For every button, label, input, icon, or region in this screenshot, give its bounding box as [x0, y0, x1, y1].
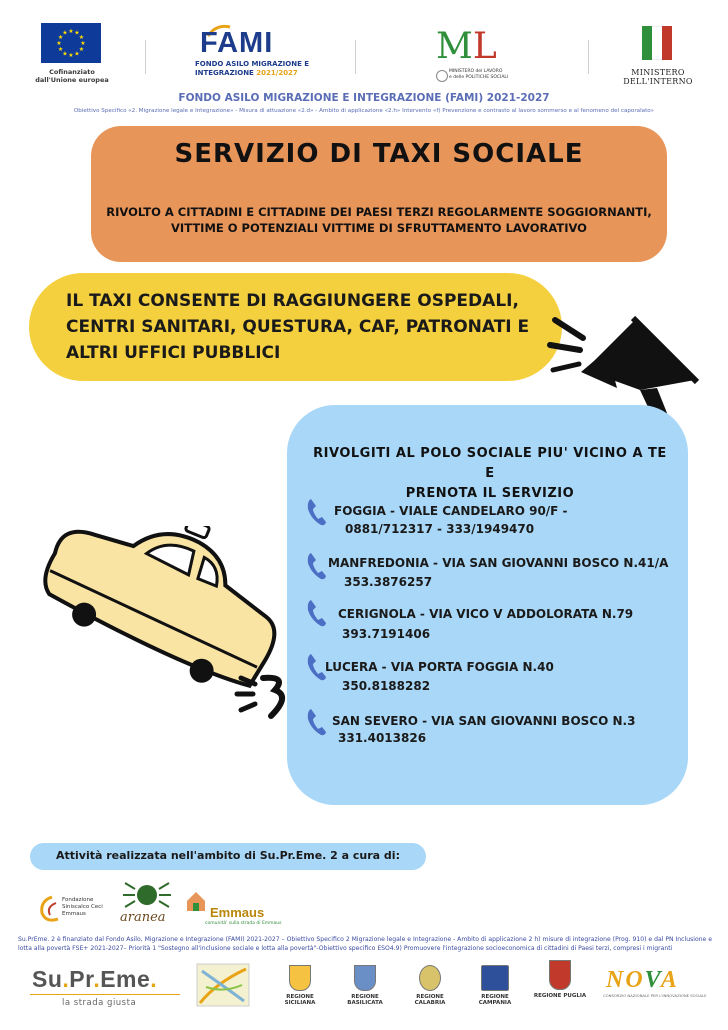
divider [30, 994, 180, 995]
svg-text:★: ★ [74, 29, 80, 37]
phone-icon [305, 598, 327, 628]
svg-text:★: ★ [68, 52, 74, 59]
ministry-interior-caption: MINISTERO DELL'INTERNO [623, 68, 693, 86]
nova-caption: CONSORZIO NAZIONALE PER L'INNOVAZIONE SOCIALE [603, 993, 707, 998]
taxi-icon [15, 526, 295, 726]
republic-emblem-icon [436, 70, 448, 82]
crest-icon [419, 965, 441, 991]
fondazione-caption: Fondazione Siniscalco Ceci Emmaus [62, 897, 103, 917]
crest-icon [354, 965, 376, 991]
contact-address: LUCERA - VIA PORTA FOGGIA N.40 [325, 660, 554, 674]
eu-flag-icon [41, 23, 101, 63]
contact-address: MANFREDONIA - VIA SAN GIOVANNI BOSCO N.41/A [328, 556, 669, 570]
svg-text:★: ★ [80, 40, 86, 47]
italian-flag-icon [642, 26, 672, 60]
contact-address: CERIGNOLA - VIA VICO V ADDOLORATA N.79 [338, 607, 634, 621]
fami-subtitle: FONDO ASILO MIGRAZIONE E [195, 60, 310, 68]
crest-icon [549, 960, 571, 990]
ministry-labour-caption: MINISTERO del LAVORO e delle POLITICHE SOCIALI [449, 69, 509, 80]
contact-address: FOGGIA - VIALE CANDELARO 90/F - [334, 504, 568, 518]
destinations-text: IL TAXI CONSENTE DI RAGGIUNGERE OSPEDALI, CENTRI SANITARI, QUESTURA, CAF, PATRONATI E ALTRI UFFICI PUBBLICI [66, 291, 530, 363]
ministry-labour-logo: ML [436, 26, 497, 67]
svg-text:★: ★ [56, 40, 62, 47]
svg-text:★: ★ [78, 46, 85, 53]
fami-logo: FAMI [200, 27, 274, 59]
fund-subtitle: Obiettivo Specifico «2. Migrazione legale e Integrazione» - Misura di attuazione «2.d» - Ambito di applicazione «2.h» Intervento «f) Prevenzione e contrasto al lavoro sommerso e al fenomeno del caporalato» [73, 108, 655, 114]
contact-phone[interactable]: 331.4013826 [338, 731, 427, 745]
contacts-heading: RIVOLGITI AL POLO SOCIALE PIU' VICINO A TE E PRENOTA IL SERVIZIO [313, 446, 667, 501]
svg-text:★: ★ [68, 28, 74, 35]
phone-icon [305, 707, 327, 737]
phone-icon [305, 551, 327, 581]
svg-text:★: ★ [74, 50, 80, 58]
road-map-icon [196, 963, 250, 1007]
svg-text:★: ★ [57, 34, 64, 41]
page-title: SERVIZIO DI TAXI SOCIALE [174, 139, 584, 169]
funding-fine-print: Su.PrEme. 2 è finanziato dal Fondo Asilo, Migrazione e Integrazione (FAMI) 2021-2027 – Obiettivo Specifico 2 Migrazione legale e Integrazione - Ambito di applicazione 2 h) misure di integrazione (Prog. 910) e dal PN Inclusione e lotta alla povertà FSE+ 2021-2027– Priorità 1 "Sostegno all'inclusione sociale e lotta alla povertà"-Obiettivo specifico ESO4.9) Promuovere l'integrazione socioeconomica di cittadini di Paesi terzi, compresi i migranti [18, 936, 712, 952]
crest-icon [481, 965, 509, 991]
contact-phone[interactable]: 350.8188282 [342, 679, 431, 693]
emmaus-logo: Emmaus [210, 905, 265, 920]
contact-phone[interactable]: 353.3876257 [344, 575, 433, 589]
region-logo-campania: REGIONE CAMPANIA [467, 965, 523, 1006]
contact-phone[interactable]: 0881/712317 - 333/1949470 [345, 522, 535, 536]
nova-logo: NOVA [606, 967, 679, 993]
fami-subtitle-2: INTEGRAZIONE 2021/2027 [195, 69, 298, 77]
crest-icon [289, 965, 311, 991]
phone-icon [305, 497, 327, 527]
suppreme-logo: Su.Pr.Eme. [32, 966, 158, 992]
aranea-logo: aranea [120, 910, 166, 925]
emmaus-caption: comunità' sulla strada di Emmaus [205, 921, 282, 926]
region-logo-calabria: REGIONE CALABRIA [402, 965, 458, 1006]
region-logo-sicilia: REGIONE SICILIANA [272, 965, 328, 1006]
fund-title: FONDO ASILO MIGRAZIONE E INTEGRAZIONE (FAMI) 2021-2027 [178, 92, 550, 104]
divider [355, 40, 356, 74]
region-logo-puglia: REGIONE PUGLIA [532, 960, 588, 999]
target-audience: RIVOLTO A CITTADINI E CITTADINE DEI PAESI TERZI REGOLARMENTE SOGGIORNANTI, VITTIME O POTENZIALI VITTIME DI SFRUTTAMENTO LAVORATIVO [106, 205, 652, 235]
svg-text:★: ★ [57, 46, 64, 53]
emmaus-house-icon [185, 889, 207, 913]
svg-text:★: ★ [62, 29, 68, 37]
suppreme-tagline: la strada giusta [62, 998, 137, 1008]
region-logo-basilicata: REGIONE BASILICATA [337, 965, 393, 1006]
phone-icon [305, 652, 327, 682]
svg-text:★: ★ [78, 34, 85, 41]
svg-text:★: ★ [62, 50, 68, 58]
divider [588, 40, 589, 74]
activity-text: Attività realizzata nell'ambito di Su.Pr.Eme. 2 a cura di: [56, 849, 400, 862]
contact-phone[interactable]: 393.7191406 [342, 627, 431, 641]
divider [145, 40, 146, 74]
eu-caption: Cofinanziato dall'Unione europea [35, 68, 109, 84]
contact-address: SAN SEVERO - VIA SAN GIOVANNI BOSCO N.3 [332, 714, 636, 728]
